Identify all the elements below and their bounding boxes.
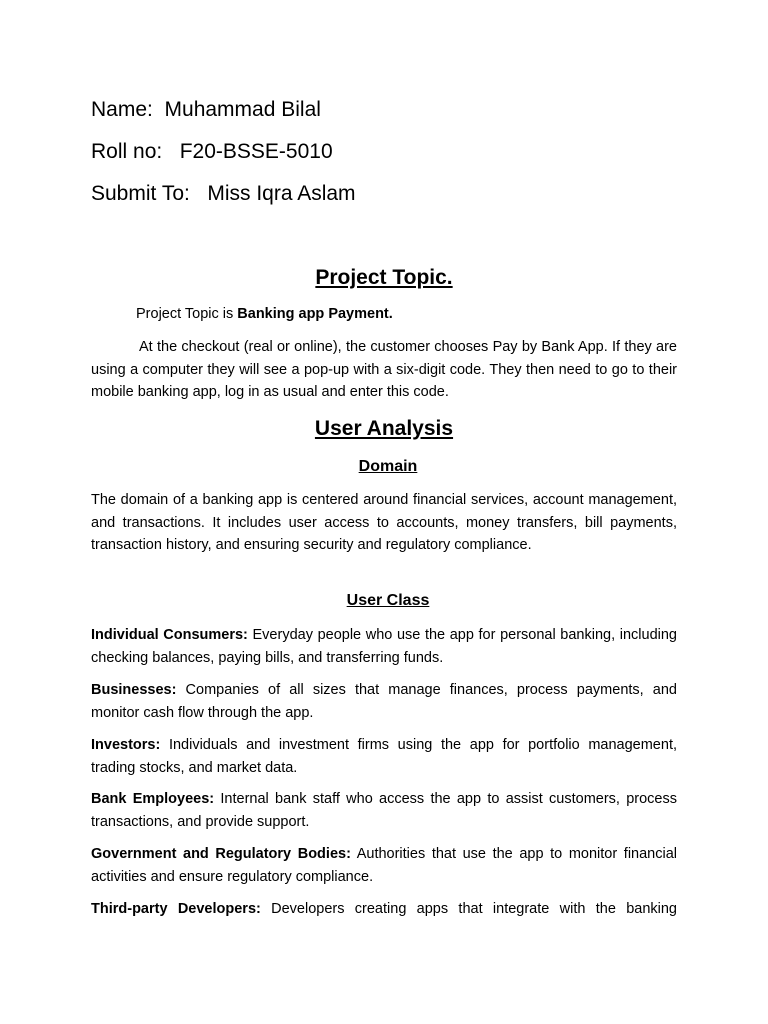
user-class-title: Investors: — [91, 737, 161, 753]
user-class-item — [91, 679, 677, 724]
project-intro-prefix: Project Topic is — [136, 306, 238, 322]
user-class-text: Developers creating apps that integrate with the banking — [260, 901, 677, 917]
user-class-text: Everyday people who use the app for personal banking, including checking balances, paying bills, and transferring funds. — [91, 627, 677, 666]
submit-to-line — [91, 181, 356, 207]
user-class-item — [91, 843, 677, 888]
project-description-paragraph: At the checkout (real or online), the customer chooses Pay by Bank App. If they are using a computer they will see a pop-up with a six-digit code. They then need to go to their mobile banking app, log in as usual and enter this code. — [91, 339, 677, 400]
user-class-text: Companies of all sizes that manage finances, process payments, and monitor cash flow through the app. — [91, 682, 677, 721]
roll-label: Roll no: — [91, 140, 163, 163]
name-value: Muhammad Bilal — [164, 98, 321, 121]
user-class-title: Bank Employees: — [91, 791, 215, 807]
student-name-line — [91, 97, 321, 123]
user-class-item — [91, 898, 677, 921]
user-class-text: Individuals and investment firms using the app for portfolio management, trading stocks, and market data. — [91, 737, 677, 776]
submit-value: Miss Iqra Aslam — [207, 182, 356, 205]
roll-value: F20-BSSE-5010 — [179, 140, 333, 163]
name-label: Name: — [91, 98, 153, 121]
user-class-item — [91, 624, 677, 669]
user-class-title: Businesses: — [91, 682, 177, 698]
user-class-item — [91, 788, 677, 833]
project-intro-paragraph — [136, 303, 676, 326]
user-class-text: Authorities that use the app to monitor financial activities and ensure regulatory compliance. — [91, 846, 677, 885]
project-intro-title: Banking app Payment. — [237, 306, 393, 322]
user-class-title: Individual Consumers: — [91, 627, 248, 643]
roll-number-line — [91, 139, 333, 165]
user-class-heading: User Class — [346, 592, 430, 609]
user-class-title: Government and Regulatory Bodies: — [91, 846, 351, 862]
domain-paragraph: The domain of a banking app is centered around financial services, account management, and transactions. It includes user access to accounts, money transfers, bill payments, transaction history, and ensuring security and regulatory compliance. — [91, 492, 677, 553]
domain-heading: Domain — [358, 458, 418, 475]
user-class-item — [91, 734, 677, 779]
user-class-text: Internal bank staff who access the app to assist customers, process transactions, and provide support. — [91, 791, 677, 830]
project-topic-heading: Project Topic. — [315, 266, 453, 289]
submit-label: Submit To: — [91, 182, 190, 205]
user-class-title: Third-party Developers: — [91, 901, 261, 917]
user-analysis-heading: User Analysis — [314, 417, 454, 440]
